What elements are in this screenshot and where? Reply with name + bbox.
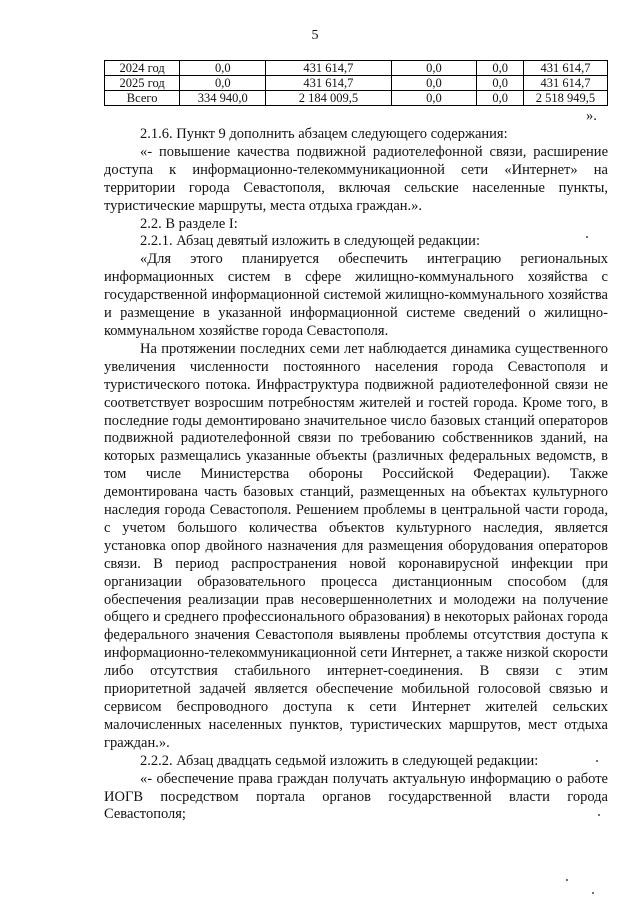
scan-speck [566, 879, 568, 881]
table-row [105, 91, 608, 106]
scan-speck [586, 236, 588, 238]
scan-speck [592, 892, 594, 894]
table-cell: 2 184 009,5 [266, 91, 391, 106]
document-body [104, 126, 608, 824]
table-cell: 0,0 [391, 91, 477, 106]
table-cell: 0,0 [477, 91, 524, 106]
table-cell: 431 614,7 [266, 61, 391, 76]
table-cell: 0,0 [477, 61, 524, 76]
table-cell: 431 614,7 [266, 76, 391, 91]
table-cell: 2024 год [105, 61, 180, 76]
table-cell: 431 614,7 [523, 61, 607, 76]
paragraph: «Для этого планируется обеспечить интеграцию региональных информационных систем в сфере жилищно-коммунального хозяйства с государственной информационной системой жилищно-коммунального хозяйства и размещение в указанной информационной системе сведений о жилищно-коммунальном хозяйстве города Севастополя. [104, 251, 608, 339]
table-cell: 2 518 949,5 [523, 91, 607, 106]
table-cell: Всего [105, 91, 180, 106]
table-cell: 0,0 [391, 61, 477, 76]
table-cell: 334 940,0 [180, 91, 266, 106]
paragraph: На протяжении последних семи лет наблюдается динамика существенного увеличения численности постоянного населения города Севастополя и туристического потока. Инфраструктура подвижной радиотелефонной связи не соответствует возросшим потребностям жителей и гостей города. Кроме того, в последние годы демонтировано значительное число базовых станций операторов подвижной радиотелефонной связи по требованию собственников зданий, на которых размещались указанные объекты (различных федеральных ведомств, в том числе Министерства обороны Российской Федерации). Также демонтирована часть базовых станций, размещенных на объектах культурного наследия города Севастополя. Решением проблемы в центральной части города, с учетом большого количества объектов культурного наследия, является установка опор двойного назначения для размещения оборудования операторов связи. В период распространения новой коронавирусной инфекции при организации образовательного процесса дистанционным способом (для обеспечения реализации прав несовершеннолетних и молодежи на получение общего и среднего профессионального образования) в некоторых районах города федерального значения Севастополя выявлены проблемы отсутствия доступа к информационно-телекоммуникационной сети Интернет, а также низкой скорости либо отсутствия стабильного интернет-соединения. В связи с этим приоритетной задачей является обеспечение мобильной голосовой связью и сервисом беспроводного доступа к сети Интернет жителей сельских малочисленных населенных пунктов, туристических маршрутов, мест отдыха граждан.». [104, 340, 608, 751]
table-cell: 0,0 [180, 76, 266, 91]
table-cell: 0,0 [477, 76, 524, 91]
paragraph: 2.2.1. Абзац девятый изложить в следующей редакции: [140, 233, 480, 250]
paragraph: 2.2. В разделе I: [140, 215, 238, 232]
table-closing-mark: ». [586, 108, 597, 124]
paragraph: 2.1.6. Пункт 9 дополнить абзацем следующего содержания: [140, 126, 508, 142]
paragraph: «- обеспечение права граждан получать актуальную информацию о работе ИОГВ посредством портала органов государственной власти города Севастополя; [104, 770, 608, 823]
table-row [105, 61, 608, 76]
table-cell: 2025 год [105, 76, 180, 91]
scan-speck [598, 814, 600, 816]
paragraph: «- повышение качества подвижной радиотелефонной связи, расширение доступа к информационно-телекоммуникационной сети «Интернет» на территории города Севастополя, включая сельские населенные пункты, туристические маршруты, места отдыха граждан.». [104, 143, 608, 214]
scan-speck [596, 760, 598, 762]
page-number: 5 [311, 28, 319, 43]
table-row [105, 76, 608, 91]
budget-table [104, 60, 608, 106]
table-cell: 0,0 [391, 76, 477, 91]
table-cell: 0,0 [180, 61, 266, 76]
table-cell: 431 614,7 [523, 76, 607, 91]
paragraph: 2.2.2. Абзац двадцать седьмой изложить в следующей редакции: [140, 752, 539, 769]
